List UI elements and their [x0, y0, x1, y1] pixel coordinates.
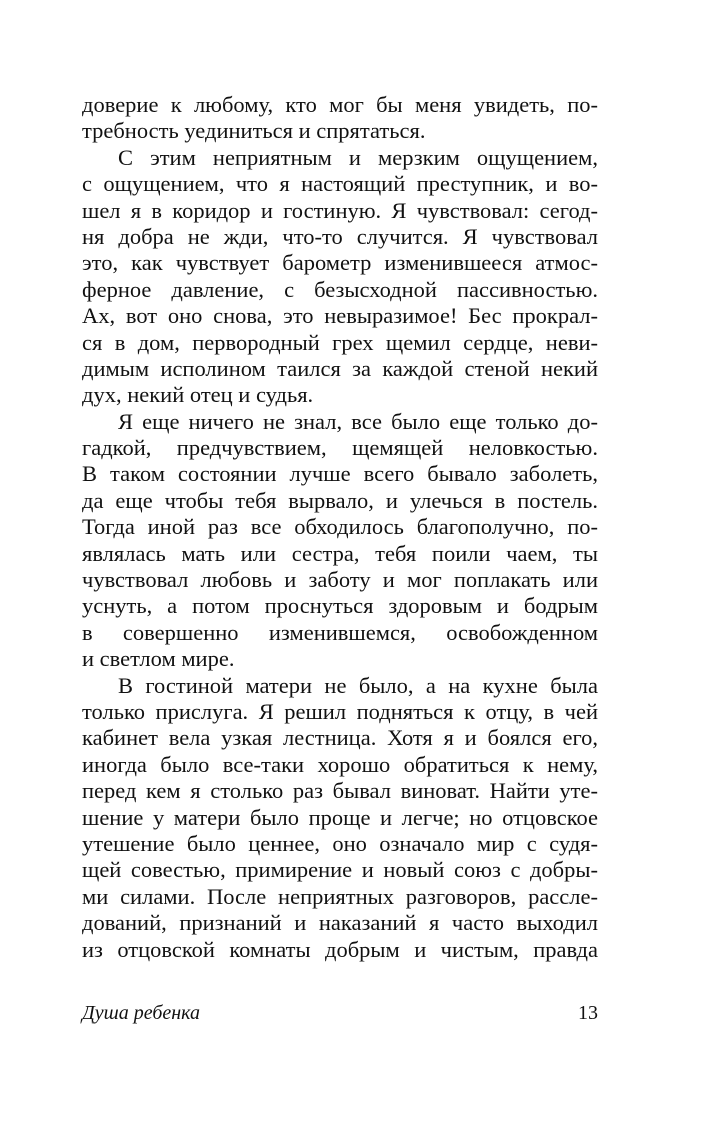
text-line: перед кем я столько раз бывал виноват. Найти уте- — [82, 778, 598, 804]
text-line: ферное давление, с безысходной пассивностью. — [82, 276, 598, 302]
text-line: это, как чувствует барометр изменившееся атмос- — [82, 250, 598, 276]
body-text — [82, 92, 598, 963]
text-line: Тогда иной раз все обходилось благополучно, по- — [82, 514, 598, 540]
text-line: С этим неприятным и мерзким ощущением, — [118, 144, 598, 170]
text-line: чувствовал любовь и заботу и мог поплакать или — [82, 567, 598, 593]
text-line: и светлом мире. — [82, 646, 235, 672]
text-line: требность уединиться и спрятаться. — [82, 118, 426, 144]
text-line: да еще чтобы тебя вырвало, и улечься в постель. — [82, 487, 598, 513]
text-line: кабинет вела узкая лестница. Хотя я и боялся его, — [82, 725, 598, 751]
text-line: ся в дом, первородный грех щемил сердце, неви- — [82, 329, 598, 355]
text-line: являлась мать или сестра, тебя поили чаем, ты — [82, 540, 598, 566]
text-line: утешение было ценнее, оно означало мир с судя- — [82, 830, 598, 856]
text-line: иногда было все-таки хорошо обратиться к нему, — [82, 751, 598, 777]
text-line: шение у матери было проще и легче; но отцовское — [82, 804, 598, 830]
text-line: Я еще ничего не знал, все было еще только до- — [118, 408, 598, 434]
text-line: из отцовской комнаты добрым и чистым, правда — [82, 936, 598, 962]
text-line: Ах, вот оно снова, это невыразимое! Бес прокрал- — [82, 303, 598, 329]
text-line: ня добра не жди, что-то случится. Я чувствовал — [82, 223, 598, 249]
text-line: с ощущением, что я настоящий преступник, и во- — [82, 171, 598, 197]
text-line: ми силами. После неприятных разговоров, рассле- — [82, 883, 598, 909]
text-line: дух, некий отец и судья. — [82, 382, 314, 408]
text-line: шел я в коридор и гостиную. Я чувствовал: сегод- — [82, 197, 598, 223]
text-line: только прислуга. Я решил подняться к отцу, в чей — [82, 698, 598, 724]
text-line: доверие к любому, кто мог бы меня увидеть, по- — [82, 92, 598, 117]
text-line: в совершенно изменившемся, освобожденном — [82, 619, 598, 645]
text-line: дований, признаний и наказаний я часто выходил — [82, 910, 598, 936]
text-line: В гостиной матери не было, а на кухне была — [118, 672, 598, 698]
text-line: гадкой, предчувствием, щемящей неловкостью. — [82, 435, 598, 461]
running-title: Душа ребенка — [82, 1002, 201, 1024]
text-line: В таком состоянии лучше всего бывало заболеть, — [82, 461, 598, 487]
page-number: 13 — [578, 1002, 598, 1024]
text-line: димым исполином таился за каждой стеной некий — [82, 355, 598, 381]
text-line: щей совестью, примирение и новый союз с добры- — [82, 857, 598, 883]
text-line: уснуть, а потом проснуться здоровым и бодрым — [82, 593, 598, 619]
